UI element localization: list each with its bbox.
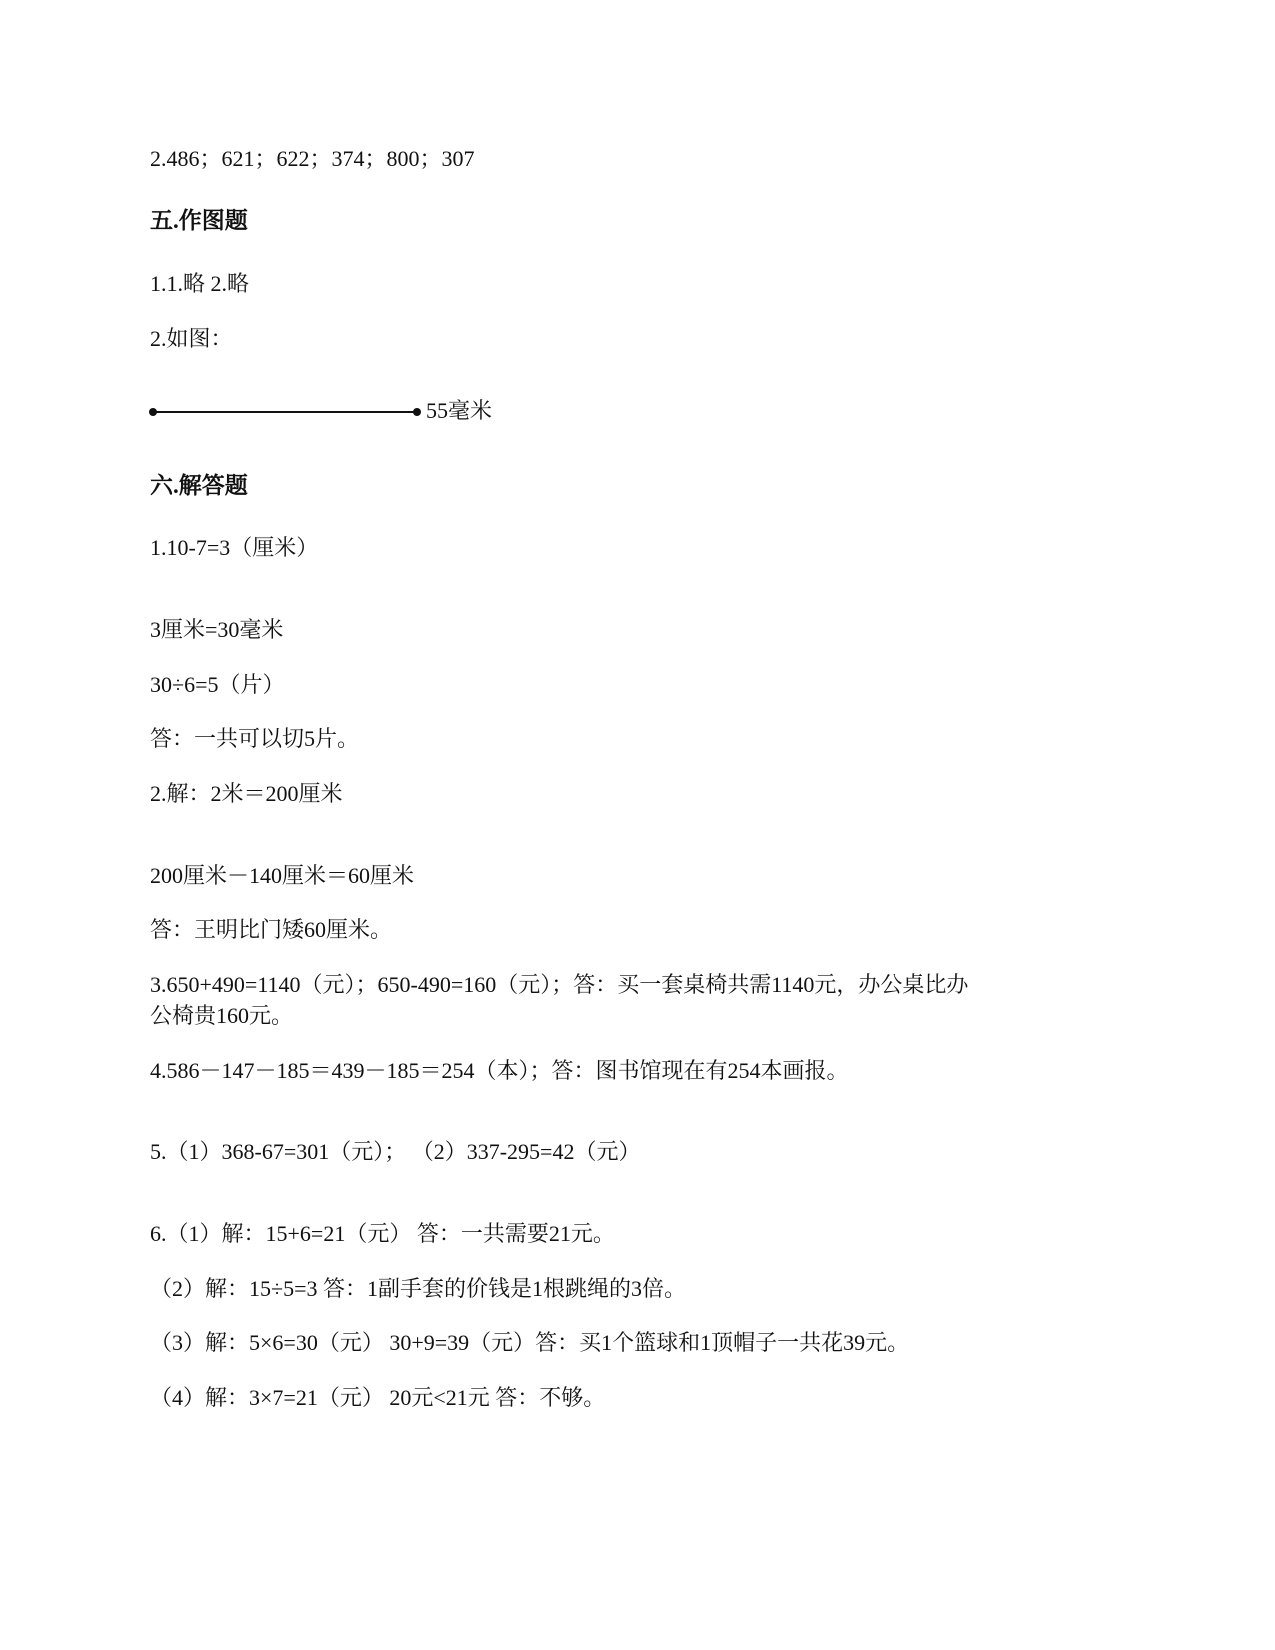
q6-line-2: （2）解：15÷5=3 答：1副手套的价钱是1根跳绳的3倍。 — [150, 1276, 686, 1301]
q5-line: 5.（1）368-67=301（元）； （2）337-295=42（元） — [150, 1139, 641, 1164]
q1-line-2: 3厘米=30毫米 — [150, 617, 284, 642]
q2-line-2: 200厘米－140厘米＝60厘米 — [150, 863, 415, 888]
q2-line-3: 答：王明比门矮60厘米。 — [150, 917, 393, 942]
q6-line-4: （4）解：3×7=21（元） 20元<21元 答：不够。 — [150, 1385, 606, 1410]
answer-line-5-2: 2.如图： — [150, 326, 233, 351]
q1-line-3: 30÷6=5（片） — [150, 672, 285, 697]
q1-line-4: 答：一共可以切5片。 — [150, 726, 360, 751]
q6-line-3: （3）解：5×6=30（元） 30+9=39（元）答：买1个篮球和1顶帽子一共花39元。 — [150, 1330, 910, 1355]
segment-length-label: 55毫米 — [426, 398, 493, 423]
answer-line-5-1: 1.1.略 2.略 — [150, 271, 250, 296]
q2-line-1: 2.解：2米＝200厘米 — [150, 781, 343, 806]
line-segment-figure — [150, 396, 590, 426]
q4-line: 4.586－147－185＝439－185＝254（本）；答：图书馆现在有254本画报。 — [150, 1058, 849, 1083]
section-heading-answers: 六.解答题 — [150, 473, 248, 498]
q6-line-1: 6.（1）解：15+6=21（元） 答：一共需要21元。 — [150, 1221, 615, 1246]
segment-endpoint-left — [149, 408, 157, 416]
q3-line-1: 3.650+490=1140（元）；650-490=160（元）；答：买一套桌椅共需1140元，办公桌比办 — [150, 972, 969, 997]
line-segment — [150, 396, 440, 426]
q3-line-2: 公椅贵160元。 — [150, 1003, 294, 1028]
q1-line-1: 1.10-7=3（厘米） — [150, 535, 319, 560]
segment-endpoint-right — [413, 408, 421, 416]
answer-line-4-2: 2.486；621；622；374；800；307 — [150, 146, 475, 171]
section-heading-drawing: 五.作图题 — [150, 208, 248, 233]
